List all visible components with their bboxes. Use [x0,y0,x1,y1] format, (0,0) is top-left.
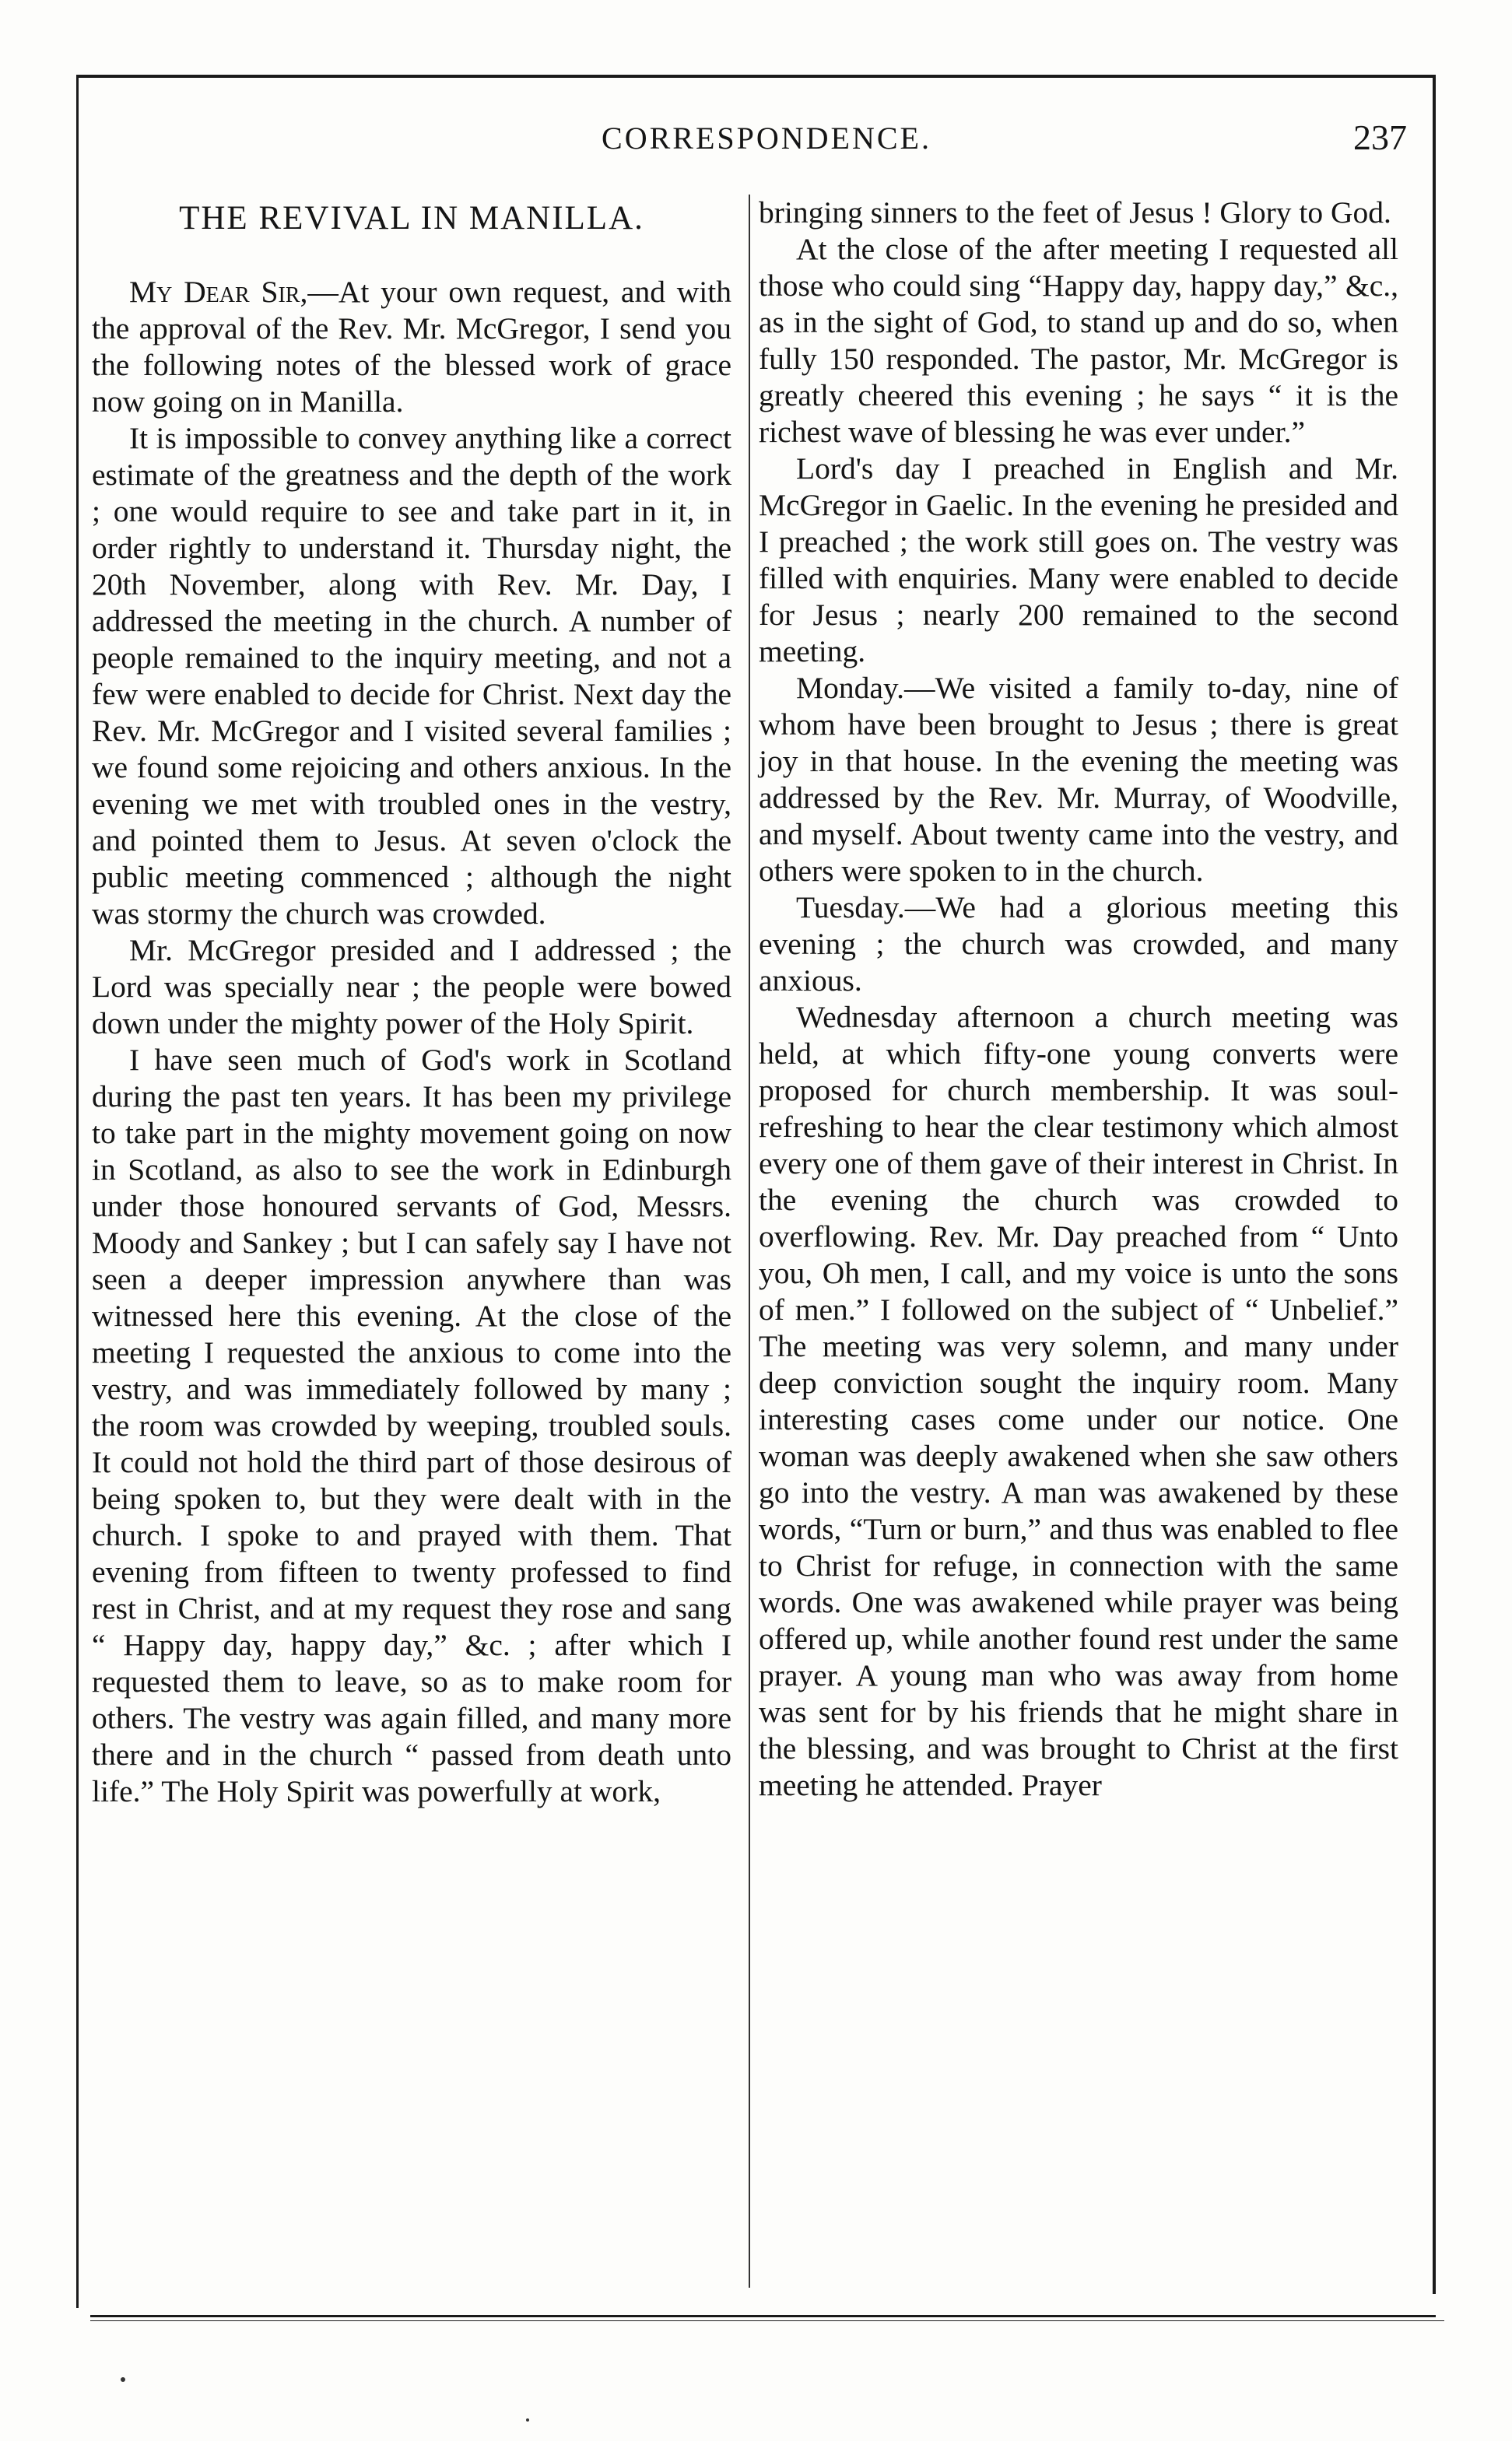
column-divider [749,195,750,2288]
left-paragraph-3: Mr. McGregor presided and I addressed ; the Lord was specially near ; the people were bowed down under the mighty power of the Holy Spirit. [92,933,731,1040]
right-paragraph-6: Wednesday afternoon a church meeting was held, at which fifty-one young converts were proposed for church membership. It was soul-refreshing to hear the clear testimony which almost every one of them gave of their interest in Christ. In the evening the church was crowded to overflowing. Rev. Mr. Day preached from “ Unto you, Oh men, I call, and my voice is unto the sons of men.” I followed on the subject of “ Unbelief.” The meeting was very solemn, and many under deep conviction sought the inquiry room. Many interesting cases come under our notice. One woman was deeply awakened when she saw others go into the vestry. A man was awakened by these words, “Turn or burn,” and thus was enabled to flee to Christ for refuge, in connection with the same words. One was awakened while prayer was being offered up, while another found rest under the same prayer. A young man who was away from home was sent for by his friends that he might share in the blessing, and was brought to Christ at the first meeting he attended. Prayer [759,1000,1398,1802]
right-paragraph-1: bringing sinners to the feet of Jesus ! Glory to God. [759,195,1391,230]
frame-left-rule [76,75,79,2308]
print-speck [526,2418,529,2422]
right-paragraph-2: At the close of the after meeting I requested all those who could sing “Happy day, happy day,” &c., as in the sight of God, to stand up and do so, when fully 150 responded. The pastor, Mr. McGregor is greatly cheered this evening ; he says “ it is the richest wave of blessing he was ever under.” [759,232,1398,449]
article-title: THE REVIVAL IN MANILLA. [179,200,644,237]
left-column [92,195,731,2292]
frame-right-rule [1433,75,1436,2294]
right-paragraph-5: Tuesday.—We had a glorious meeting this evening ; the church was crowded, and many anxious. [759,890,1398,998]
left-paragraph-1 [92,274,731,420]
left-paragraph-4: I have seen much of God's work in Scotland during the past ten years. It has been my privilege to take part in the mighty movement going on now in Scotland, as also to see the work in Edinburgh under those honoured servants of God, Messrs. Moody and Sankey ; but I can safely say I have not seen a deeper impression anywhere than was witnessed here this evening. At the close of the meeting I requested the anxious to come into the vestry, and was immediately followed by many ; the room was crowded by weeping, troubled souls. It could not hold the third part of those desirous of being spoken to, but they were dealt with in the church. I spoke to and prayed with them. That evening from fifteen to twenty professed to find rest in Christ, and at my request they rose and sang “ Happy day, happy day,” &c. ; after which I requested them to leave, so as to make room for others. The vestry was again filled, and many more there and in the church “ passed from death unto life.” The Holy Spirit was powerfully at work, [92,1043,731,1808]
page-header [117,117,1416,163]
right-column [759,195,1398,2292]
frame-bottom-rule [90,2315,1436,2317]
frame-top-rule [76,75,1435,78]
salutation: My Dear Sir, [129,275,308,309]
page-number: 237 [1353,117,1407,157]
right-paragraph-4: Monday.—We visited a family to-day, nine of whom have been brought to Jesus ; there is great joy in that house. In the evening the meeting was addressed by the Rev. Mr. Murray, of Woodville, and myself. About twenty came into the vestry, and others were spoken to in the church. [759,671,1398,888]
right-paragraph-3: Lord's day I preached in English and Mr. McGregor in Gaelic. In the evening he presided and I preached ; the work still goes on. The vestry was filled with enquiries. Many were enabled to decide for Jesus ; nearly 200 remained to the second meeting. [759,451,1398,668]
running-head: CORRESPONDENCE. [602,121,931,156]
left-paragraph-1-text: —At your own request, and with the approval of the Rev. Mr. McGregor, I send you the following notes of the blessed work of grace now going on in Manilla. [92,275,731,419]
print-speck [121,2377,125,2382]
frame-bottom-rule-thin [90,2320,1444,2321]
left-paragraph-2: It is impossible to convey anything like a correct estimate of the greatness and the depth of the work ; one would require to see and take part in it, in order rightly to understand it. Thursday night, the 20th November, along with Rev. Mr. Day, I addressed the meeting in the church. A number of people remained to the inquiry meeting, and not a few were enabled to decide for Christ. Next day the Rev. Mr. McGregor and I visited several families ; we found some rejoicing and others anxious. In the evening we met with troubled ones in the vestry, and pointed them to Jesus. At seven o'clock the public meeting commenced ; although the night was stormy the church was crowded. [92,421,731,931]
